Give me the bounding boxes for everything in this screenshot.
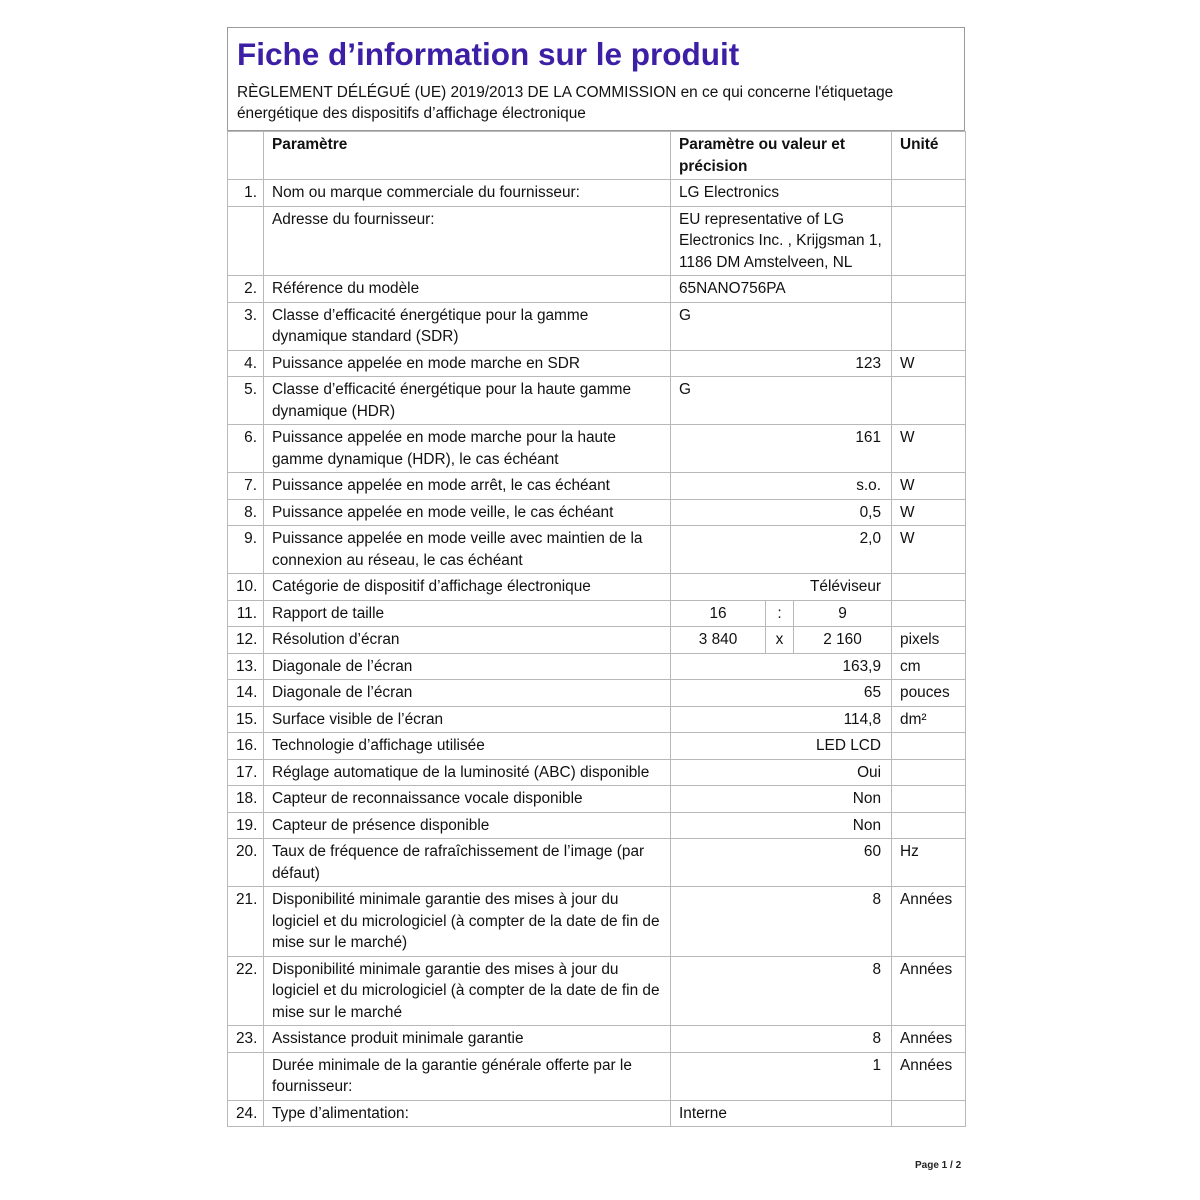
row-unit: W — [892, 350, 966, 377]
table-row — [228, 526, 966, 574]
row-unit — [892, 276, 966, 303]
row-unit — [892, 600, 966, 627]
row-value: Téléviseur — [671, 574, 892, 601]
row-parameter: Surface visible de l’écran — [264, 706, 671, 733]
row-unit: W — [892, 425, 966, 473]
row-value: Interne — [671, 1100, 892, 1127]
row-unit: Années — [892, 1026, 966, 1053]
row-value: 114,8 — [671, 706, 892, 733]
table-row — [228, 377, 966, 425]
table-row — [228, 600, 966, 627]
row-value: 8 — [671, 956, 892, 1026]
row-number: 11. — [228, 600, 264, 627]
resolution-separator: x — [766, 627, 794, 654]
row-parameter: Nom ou marque commerciale du fournisseur: — [264, 180, 671, 207]
table-row — [228, 180, 966, 207]
row-parameter: Résolution d’écran — [264, 627, 671, 654]
row-unit — [892, 206, 966, 276]
row-value: EU representative of LG Electronics Inc. , Krijgsman 1, 1186 DM Amstelveen, NL — [671, 206, 892, 276]
table-row — [228, 1100, 966, 1127]
table-row — [228, 1052, 966, 1100]
row-parameter: Puissance appelée en mode arrêt, le cas échéant — [264, 473, 671, 500]
product-information-sheet — [227, 27, 965, 1127]
table-row — [228, 759, 966, 786]
row-value: 1 — [671, 1052, 892, 1100]
row-parameter: Catégorie de dispositif d’affichage électronique — [264, 574, 671, 601]
document-header — [227, 27, 965, 131]
parameter-header: Paramètre — [264, 132, 671, 180]
table-header-row — [228, 132, 966, 180]
row-parameter: Adresse du fournisseur: — [264, 206, 671, 276]
table-row — [228, 733, 966, 760]
page-number: Page 1 / 2 — [915, 1160, 962, 1171]
parameter-table — [227, 131, 966, 1127]
row-unit — [892, 377, 966, 425]
row-value: 65 — [671, 680, 892, 707]
row-unit: cm — [892, 653, 966, 680]
table-row — [228, 653, 966, 680]
row-parameter: Puissance appelée en mode veille, le cas échéant — [264, 499, 671, 526]
table-row — [228, 1026, 966, 1053]
row-unit: dm² — [892, 706, 966, 733]
row-number: 8. — [228, 499, 264, 526]
row-number: 3. — [228, 302, 264, 350]
row-unit — [892, 733, 966, 760]
row-parameter: Assistance produit minimale garantie — [264, 1026, 671, 1053]
row-parameter: Disponibilité minimale garantie des mises à jour du logiciel et du micrologiciel (à compter de la date de fin de mise sur le marché) — [264, 887, 671, 957]
row-unit — [892, 302, 966, 350]
table-row — [228, 956, 966, 1026]
row-number: 7. — [228, 473, 264, 500]
table-row — [228, 206, 966, 276]
row-parameter: Taux de fréquence de rafraîchissement de l’image (par défaut) — [264, 839, 671, 887]
row-value: s.o. — [671, 473, 892, 500]
num-header — [228, 132, 264, 180]
row-number: 16. — [228, 733, 264, 760]
row-number: 13. — [228, 653, 264, 680]
row-value: LG Electronics — [671, 180, 892, 207]
row-unit — [892, 812, 966, 839]
row-parameter: Durée minimale de la garantie générale offerte par le fournisseur: — [264, 1052, 671, 1100]
row-number: 6. — [228, 425, 264, 473]
row-unit — [892, 180, 966, 207]
row-unit: Hz — [892, 839, 966, 887]
row-parameter: Puissance appelée en mode marche pour la haute gamme dynamique (HDR), le cas échéant — [264, 425, 671, 473]
table-row — [228, 350, 966, 377]
table-row — [228, 499, 966, 526]
row-unit: Années — [892, 956, 966, 1026]
row-unit: pouces — [892, 680, 966, 707]
row-parameter: Classe d’efficacité énergétique pour la haute gamme dynamique (HDR) — [264, 377, 671, 425]
row-number: 10. — [228, 574, 264, 601]
row-value: Non — [671, 786, 892, 813]
row-parameter: Type d’alimentation: — [264, 1100, 671, 1127]
row-value: G — [671, 377, 892, 425]
row-value: 8 — [671, 1026, 892, 1053]
row-parameter: Capteur de reconnaissance vocale disponible — [264, 786, 671, 813]
table-row — [228, 706, 966, 733]
row-number: 5. — [228, 377, 264, 425]
row-value: Non — [671, 812, 892, 839]
row-parameter: Réglage automatique de la luminosité (ABC) disponible — [264, 759, 671, 786]
row-parameter: Diagonale de l’écran — [264, 680, 671, 707]
row-unit: W — [892, 473, 966, 500]
row-number: 18. — [228, 786, 264, 813]
table-row — [228, 425, 966, 473]
table-row — [228, 786, 966, 813]
ratio-height-value: 9 — [794, 600, 892, 627]
row-value: Oui — [671, 759, 892, 786]
row-unit — [892, 759, 966, 786]
row-value: 60 — [671, 839, 892, 887]
row-number: 14. — [228, 680, 264, 707]
row-number: 15. — [228, 706, 264, 733]
table-row — [228, 302, 966, 350]
regulation-text: RÈGLEMENT DÉLÉGUÉ (UE) 2019/2013 DE LA COMMISSION en ce qui concerne l'étiquetage énergétique des dispositifs d’affichage électronique — [237, 84, 894, 122]
row-parameter: Capteur de présence disponible — [264, 812, 671, 839]
row-unit — [892, 574, 966, 601]
row-unit — [892, 786, 966, 813]
row-value: 123 — [671, 350, 892, 377]
row-number: 9. — [228, 526, 264, 574]
row-value: 8 — [671, 887, 892, 957]
ratio-separator: : — [766, 600, 794, 627]
table-row — [228, 887, 966, 957]
row-unit: pixels — [892, 627, 966, 654]
table-row — [228, 627, 966, 654]
table-row — [228, 276, 966, 303]
row-parameter: Classe d’efficacité énergétique pour la gamme dynamique standard (SDR) — [264, 302, 671, 350]
row-unit — [892, 1100, 966, 1127]
row-number: 22. — [228, 956, 264, 1026]
row-number — [228, 1052, 264, 1100]
row-number: 23. — [228, 1026, 264, 1053]
row-parameter: Diagonale de l’écran — [264, 653, 671, 680]
row-number: 2. — [228, 276, 264, 303]
unit-header: Unité — [892, 132, 966, 180]
row-parameter: Rapport de taille — [264, 600, 671, 627]
row-number: 24. — [228, 1100, 264, 1127]
table-row — [228, 839, 966, 887]
row-parameter: Puissance appelée en mode veille avec maintien de la connexion au réseau, le cas échéant — [264, 526, 671, 574]
row-number: 1. — [228, 180, 264, 207]
row-value: 65NANO756PA — [671, 276, 892, 303]
row-unit: Années — [892, 1052, 966, 1100]
value-header: Paramètre ou valeur et précision — [671, 132, 892, 180]
row-parameter: Disponibilité minimale garantie des mises à jour du logiciel et du micrologiciel (à compter de la date de fin de mise sur le marché — [264, 956, 671, 1026]
row-unit: W — [892, 499, 966, 526]
row-value: 0,5 — [671, 499, 892, 526]
row-number — [228, 206, 264, 276]
row-number: 19. — [228, 812, 264, 839]
row-number: 12. — [228, 627, 264, 654]
row-parameter: Puissance appelée en mode marche en SDR — [264, 350, 671, 377]
row-value: 161 — [671, 425, 892, 473]
row-value: 2,0 — [671, 526, 892, 574]
row-unit: Années — [892, 887, 966, 957]
row-number: 20. — [228, 839, 264, 887]
table-row — [228, 473, 966, 500]
row-parameter: Technologie d’affichage utilisée — [264, 733, 671, 760]
row-value: 163,9 — [671, 653, 892, 680]
row-number: 17. — [228, 759, 264, 786]
resolution-width-value: 3 840 — [671, 627, 766, 654]
row-parameter: Référence du modèle — [264, 276, 671, 303]
row-unit: W — [892, 526, 966, 574]
row-value: LED LCD — [671, 733, 892, 760]
table-row — [228, 680, 966, 707]
table-row — [228, 812, 966, 839]
resolution-height-value: 2 160 — [794, 627, 892, 654]
row-value: G — [671, 302, 892, 350]
row-number: 21. — [228, 887, 264, 957]
ratio-width-value: 16 — [671, 600, 766, 627]
row-number: 4. — [228, 350, 264, 377]
table-row — [228, 574, 966, 601]
page-title: Fiche d’information sur le produit — [237, 36, 740, 72]
